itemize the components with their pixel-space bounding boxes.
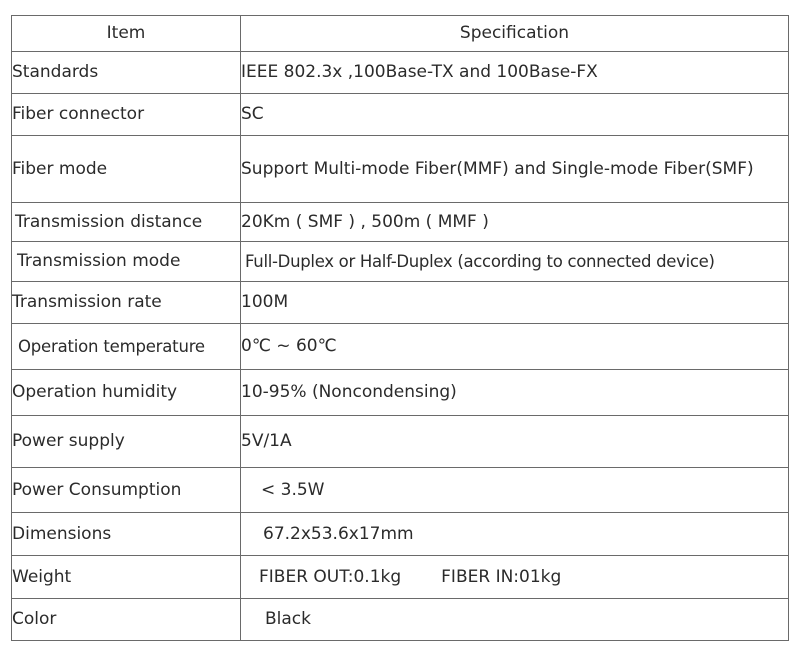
table-row	[12, 52, 789, 94]
item-name: Operation temperature	[12, 324, 241, 370]
table-row	[12, 94, 789, 136]
item-name: Fiber mode	[12, 136, 241, 203]
table-row	[12, 556, 789, 599]
item-specification: IEEE 802.3x ,100Base-TX and 100Base-FX	[241, 52, 789, 94]
item-name: Color	[12, 599, 241, 641]
item-specification: 10-95% (Noncondensing)	[241, 370, 789, 416]
item-specification: SC	[241, 94, 789, 136]
item-specification: 5V/1A	[241, 416, 789, 468]
item-specification	[241, 556, 789, 599]
item-specification: 67.2x53.6x17mm	[241, 513, 789, 556]
item-name: Standards	[12, 52, 241, 94]
table-row	[12, 242, 789, 282]
item-name: Transmission mode	[12, 242, 241, 282]
item-name: Power supply	[12, 416, 241, 468]
table-row	[12, 599, 789, 641]
table-row	[12, 136, 789, 203]
table-row	[12, 324, 789, 370]
item-specification: Black	[241, 599, 789, 641]
specification-column-header: Specification	[241, 16, 789, 52]
specification-table	[11, 15, 789, 641]
item-name: Transmission distance	[12, 203, 241, 242]
table-header-row	[12, 16, 789, 52]
item-name: Fiber connector	[12, 94, 241, 136]
table-row	[12, 282, 789, 324]
item-column-header: Item	[12, 16, 241, 52]
item-specification: < 3.5W	[241, 468, 789, 513]
table-row	[12, 416, 789, 468]
weight-fiber-in: FIBER IN:01kg	[441, 566, 562, 587]
item-name: Operation humidity	[12, 370, 241, 416]
item-specification: 100M	[241, 282, 789, 324]
table-row	[12, 203, 789, 242]
weight-fiber-out: FIBER OUT:0.1kg	[259, 566, 402, 587]
table-row	[12, 513, 789, 556]
table-row	[12, 370, 789, 416]
item-name: Power Consumption	[12, 468, 241, 513]
item-specification: Full-Duplex or Half-Duplex (according to connected device)	[241, 242, 789, 282]
item-specification: 20Km ( SMF ) , 500m ( MMF )	[241, 203, 789, 242]
item-specification: 0℃ ~ 60℃	[241, 324, 789, 370]
item-specification: Support Multi-mode Fiber(MMF) and Single-mode Fiber(SMF)	[241, 136, 789, 203]
item-name: Dimensions	[12, 513, 241, 556]
item-name: Transmission rate	[12, 282, 241, 324]
item-name: Weight	[12, 556, 241, 599]
table-row	[12, 468, 789, 513]
